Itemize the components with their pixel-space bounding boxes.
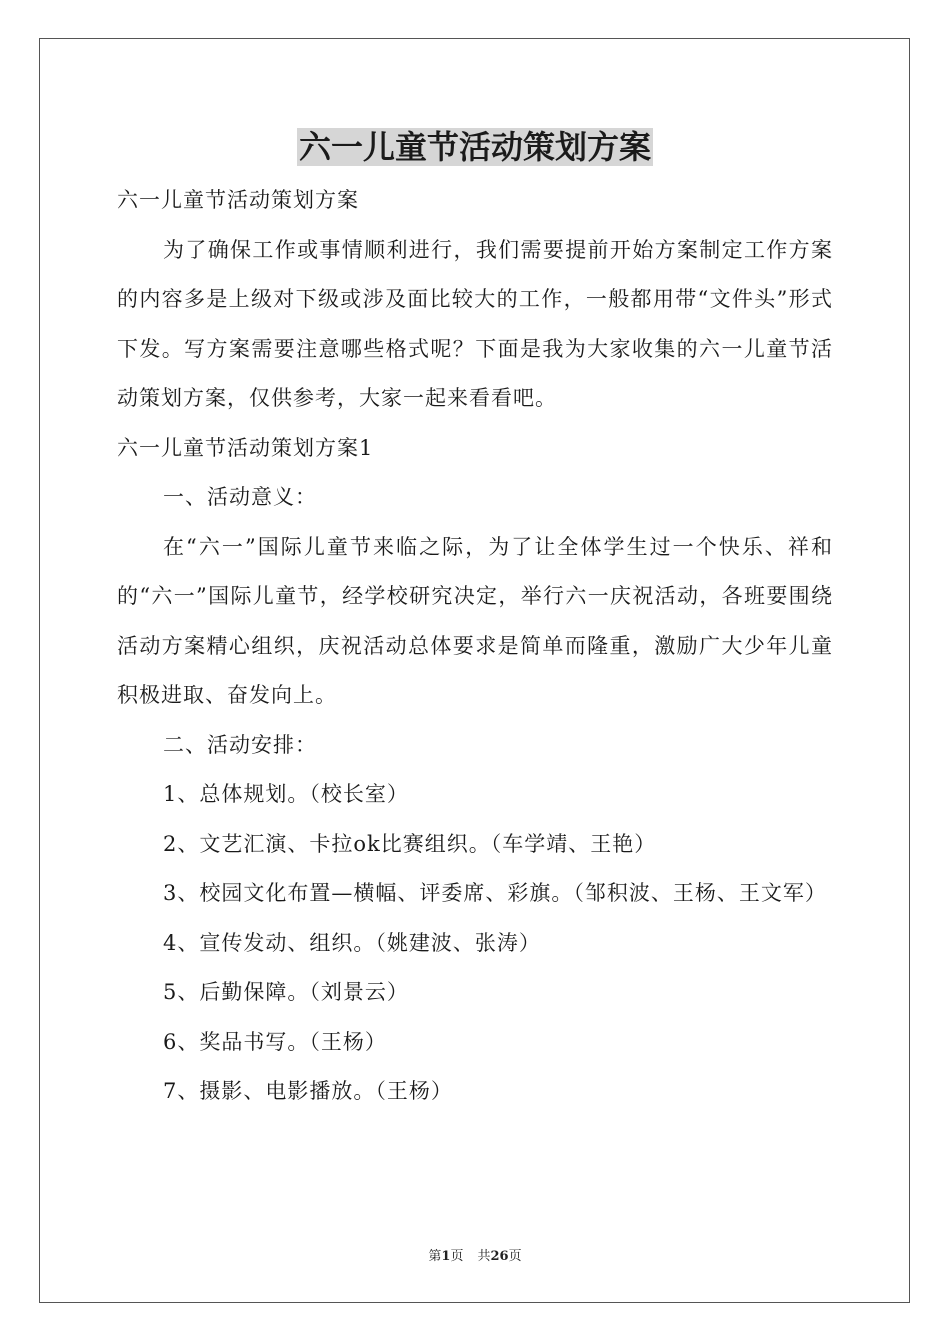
document-body bbox=[117, 176, 833, 1117]
total-label-prefix: 共 bbox=[477, 1249, 491, 1264]
paragraph: 3、校园文化布置—横幅、评委席、彩旗。（邹积波、王杨、王文军） bbox=[163, 881, 827, 905]
page-footer bbox=[0, 1248, 950, 1266]
page-label-suffix: 页 bbox=[450, 1249, 464, 1264]
paragraph: 为了确保工作或事情顺利进行，我们需要提前开始方案制定工作方案的内容多是上级对下级或涉及面比较大的工作，一般都用带“文件头”形式下发。写方案需要注意哪些格式呢？下面是我为大家收集的六一儿童节活动策划方案，仅供参考，大家一起来看看吧。 bbox=[117, 237, 833, 410]
total-pages: 26 bbox=[490, 1249, 509, 1264]
paragraph: 一、活动意义： bbox=[163, 485, 317, 509]
paragraph: 4、宣传发动、组织。（姚建波、张涛） bbox=[163, 930, 541, 955]
paragraph: 二、活动安排： bbox=[163, 732, 317, 757]
page-label-prefix: 第 bbox=[428, 1249, 442, 1264]
paragraph: 7、摄影、电影播放。（王杨） bbox=[163, 1079, 453, 1103]
total-label-suffix: 页 bbox=[508, 1249, 522, 1264]
page-number: 1 bbox=[441, 1249, 451, 1264]
paragraph: 六一儿童节活动策划方案1 bbox=[117, 435, 374, 460]
paragraph: 1、总体规划。（校长室） bbox=[163, 782, 409, 806]
document-title-text: 六一儿童节活动策划方案 bbox=[298, 128, 651, 166]
paragraph: 2、文艺汇演、卡拉ok比赛组织。（车学靖、王艳） bbox=[163, 831, 657, 856]
paragraph: 六一儿童节活动策划方案 bbox=[117, 188, 359, 212]
paragraph: 5、后勤保障。（刘景云） bbox=[163, 980, 409, 1004]
paragraph: 在“六一”国际儿童节来临之际，为了让全体学生过一个快乐、祥和的“六一”国际儿童节，经学校研究决定，举行六一庆祝活动，各班要围绕活动方案精心组织，庆祝活动总体要求是简单而隆重，激励广大少年儿童积极进取、奋发向上。 bbox=[117, 534, 833, 707]
document-title bbox=[0, 124, 950, 170]
paragraph: 6、奖品书写。（王杨） bbox=[163, 1029, 387, 1054]
